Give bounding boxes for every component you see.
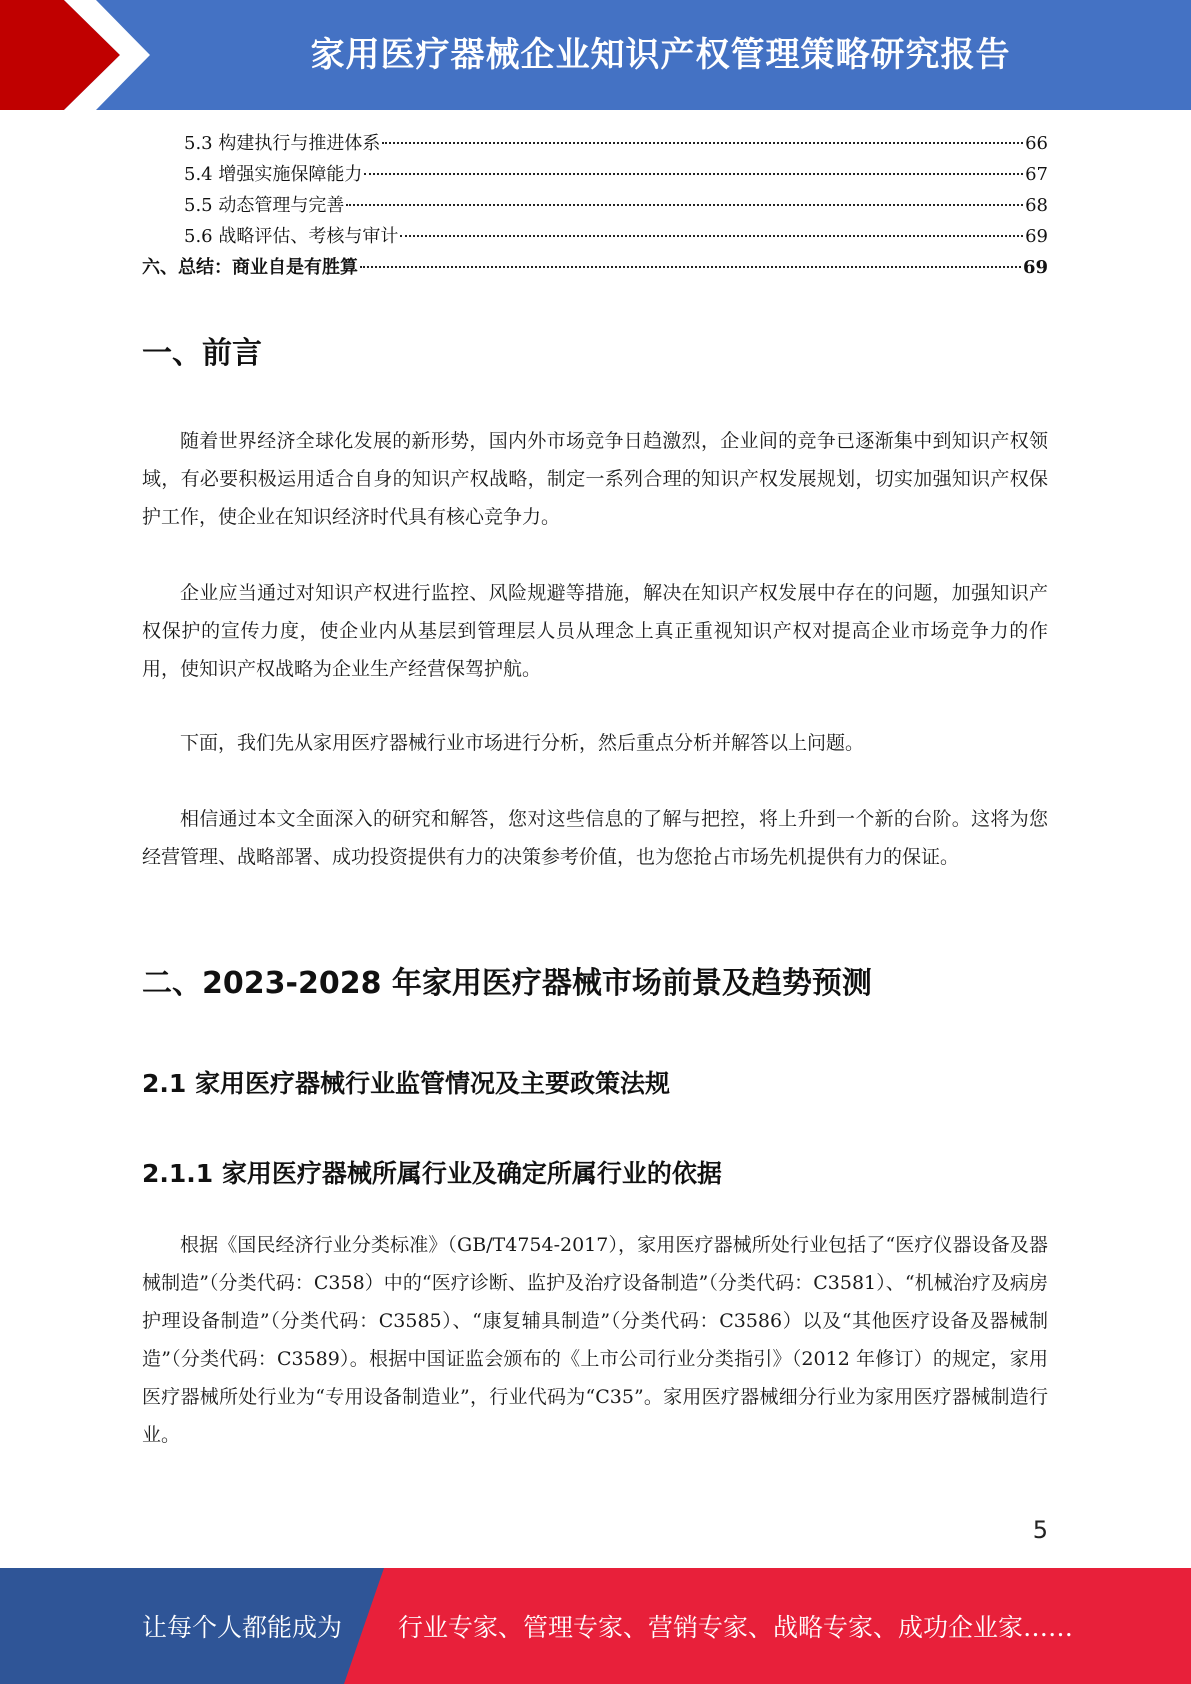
footer-slogan-right: 行业专家、管理专家、营销专家、战略专家、成功企业家…… — [398, 1613, 1074, 1642]
footer-banner — [0, 1568, 1191, 1684]
toc-leader-dots — [382, 142, 1023, 144]
toc-entry[interactable] — [142, 159, 1048, 190]
table-of-contents — [142, 128, 1048, 283]
toc-entry[interactable] — [142, 128, 1048, 159]
toc-leader-dots — [360, 266, 1021, 268]
body-paragraph: 根据《国民经济行业分类标准》（GB/T4754-2017），家用医疗器械所处行业包括了“医疗仪器设备及器械制造”（分类代码：C358）中的“医疗诊断、监护及治疗设备制造”（分类代码：C3581）、“机械治疗及病房护理设备制造”（分类代码：C3585）、“康复辅具制造”（分类代码：C3586）以及“其他医疗设备及器械制造”（分类代码：C3589）。根据中国证监会颁布的《上市公司行业分类指引》（2012 年修订）的规定，家用医疗器械所处行业为“专用设备制造业”，行业代码为“C35”。家用医疗器械细分行业为家用医疗器械制造行业。 — [142, 1234, 1048, 1446]
section-heading: 一、前言 — [142, 336, 262, 371]
header-banner — [0, 0, 1191, 110]
toc-entry-label: 5.3 构建执行与推进体系 — [184, 133, 381, 154]
toc-entry-label: 5.4 增强实施保障能力 — [184, 164, 363, 185]
body-paragraph: 企业应当通过对知识产权进行监控、风险规避等措施，解决在知识产权发展中存在的问题，加强知识产权保护的宣传力度，使企业内从基层到管理层人员从理念上真正重视知识产权对提高企业市场竞争力的作用，使知识产权战略为企业生产经营保驾护航。 — [142, 582, 1048, 680]
section-heading: 二、2023-2028 年家用医疗器械市场前景及趋势预测 — [142, 966, 872, 1001]
toc-entry-label: 六、总结：商业自是有胜算 — [142, 257, 358, 278]
document-title: 家用医疗器械企业知识产权管理策略研究报告 — [310, 35, 1011, 75]
toc-entry[interactable] — [142, 252, 1048, 283]
toc-entry-label: 5.6 战略评估、考核与审计 — [184, 226, 399, 247]
body-paragraph: 随着世界经济全球化发展的新形势，国内外市场竞争日趋激烈，企业间的竞争已逐渐集中到知识产权领域，有必要积极运用适合自身的知识产权战略，制定一系列合理的知识产权发展规划，切实加强知识产权保护工作，使企业在知识经济时代具有核心竞争力。 — [142, 430, 1048, 528]
subsubsection-heading: 2.1.1 家用医疗器械所属行业及确定所属行业的依据 — [142, 1159, 722, 1188]
footer-slogan-left: 让每个人都能成为 — [142, 1613, 343, 1642]
toc-entry-page: 69 — [1022, 257, 1048, 278]
toc-entry[interactable] — [142, 221, 1048, 252]
toc-leader-dots — [364, 173, 1023, 175]
toc-entry-page: 67 — [1025, 164, 1048, 185]
subsection-heading: 2.1 家用医疗器械行业监管情况及主要政策法规 — [142, 1069, 670, 1098]
toc-entry-page: 68 — [1025, 195, 1048, 216]
toc-leader-dots — [346, 204, 1023, 206]
toc-entry-page: 69 — [1025, 226, 1048, 247]
toc-entry[interactable] — [142, 190, 1048, 221]
page-number: 5 — [1032, 1516, 1048, 1544]
toc-entry-page: 66 — [1025, 133, 1048, 154]
toc-entry-label: 5.5 动态管理与完善 — [184, 195, 345, 216]
toc-leader-dots — [400, 235, 1023, 237]
body-paragraph: 下面，我们先从家用医疗器械行业市场进行分析，然后重点分析并解答以上问题。 — [180, 732, 865, 754]
body-paragraph: 相信通过本文全面深入的研究和解答，您对这些信息的了解与把控，将上升到一个新的台阶。这将为您经营管理、战略部署、成功投资提供有力的决策参考价值，也为您抢占市场先机提供有力的保证。 — [142, 808, 1048, 868]
